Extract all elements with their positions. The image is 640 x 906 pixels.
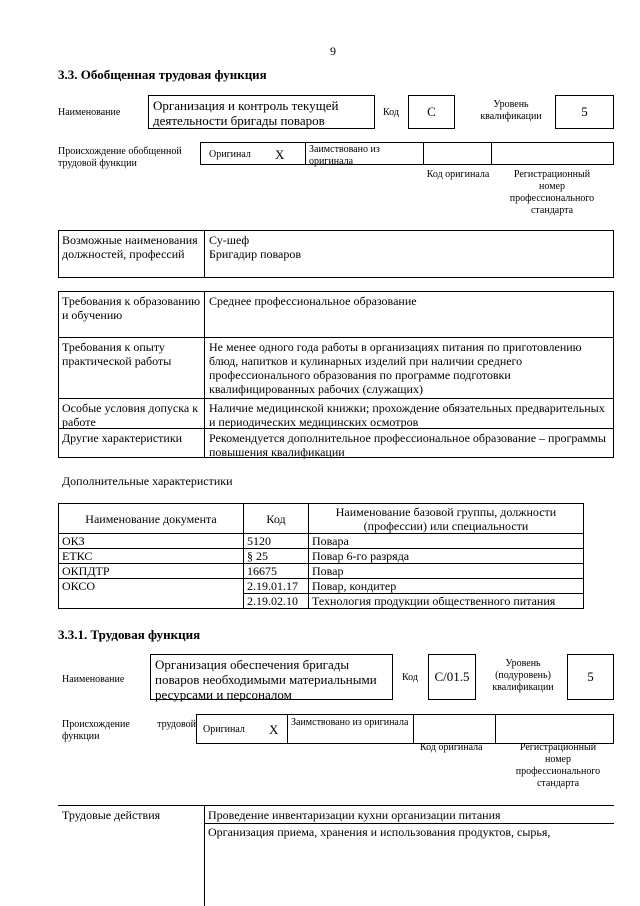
additional-title: Дополнительные характеристики <box>62 474 233 488</box>
divider <box>305 143 306 164</box>
level-value: 5 <box>581 104 588 119</box>
requirement-label: Требования к опыту практической работы <box>59 338 205 398</box>
origin-word: Происхождение <box>62 719 130 730</box>
reg-number-label: Регистрационный номер профессионального стандарта <box>515 742 601 789</box>
requirement-label: Другие характеристики <box>59 429 205 457</box>
header-cell: Наименование документа <box>59 504 244 534</box>
code-cell: 16675 <box>244 564 309 579</box>
positions-list <box>205 231 613 277</box>
requirement-value: Рекомендуется дополнительное профессиональное образование – программы повышения квалификации <box>209 431 606 459</box>
position-item: Су-шеф <box>209 233 250 247</box>
code-cell: 5120 <box>244 534 309 549</box>
table-row <box>59 564 584 579</box>
code-original-label: Код оригинала <box>426 169 490 180</box>
labor-actions-label: Трудовые действия <box>62 808 161 822</box>
page-number: 9 <box>330 44 336 58</box>
section-title: 3.3. Обобщенная трудовая функция <box>58 67 267 82</box>
level-box <box>567 654 614 700</box>
divider <box>413 715 414 743</box>
original-mark: X <box>269 722 279 737</box>
doc-cell: ЕТКС <box>59 549 244 564</box>
code-label: Код <box>402 672 418 683</box>
divider <box>491 143 492 164</box>
doc-cell: ОКЗ <box>59 534 244 549</box>
table-row <box>59 549 584 564</box>
name-cell: Повара <box>309 534 584 549</box>
level-label: Уровень квалификации <box>480 99 542 122</box>
origin-word: функции <box>62 731 100 742</box>
requirement-row <box>58 398 614 429</box>
code-box <box>428 654 476 700</box>
requirement-value: Не менее одного года работы в организациях питания по приготовлению блюд, напитков и кулинарных изделий при наличии среднего профессионального образования по программе подготовки квалифицированных рабочих (служащих) <box>209 340 582 396</box>
name-cell: Повар <box>309 564 584 579</box>
position-item: Бригадир поваров <box>209 247 302 261</box>
subsection-title: 3.3.1. Трудовая функция <box>58 627 201 642</box>
divider <box>423 143 424 164</box>
origin-word: трудовой <box>157 719 196 730</box>
code-value: C/01.5 <box>434 669 470 684</box>
original-label: Оригинал <box>209 149 251 160</box>
requirement-label: Требования к образованию и обучению <box>59 292 205 337</box>
borrowed-label: Заимствовано из оригинала <box>309 144 380 167</box>
level-label: Уровень (подуровень) квалификации <box>492 658 554 693</box>
divider <box>495 715 496 743</box>
origin-box <box>200 142 614 165</box>
labor-action-item: Проведение инвентаризации кухни организации питания <box>208 808 501 822</box>
code-value: C <box>427 104 436 119</box>
function-name: Организация обеспечения бригады поваров необходимыми материальными ресурсами и персоналом <box>155 657 377 702</box>
origin-label <box>62 719 196 743</box>
header-cell: Наименование базовой группы, должности (профессии) или специальности <box>309 504 584 534</box>
labor-action-item: Организация приема, хранения и использования продуктов, сырья, <box>208 825 551 839</box>
code-label: Код <box>383 107 399 118</box>
level-box <box>555 95 614 129</box>
requirement-row <box>58 337 614 399</box>
table-row <box>59 534 584 549</box>
table-row <box>59 579 584 594</box>
borrowed-label: Заимствовано из оригинала <box>291 717 409 728</box>
labor-actions-table <box>58 805 614 839</box>
name-label: Наименование <box>62 674 125 685</box>
doc-cell: ОКПДТР <box>59 564 244 579</box>
requirement-value: Среднее профессиональное образование <box>209 294 417 308</box>
divider <box>204 823 614 824</box>
name-cell: Повар 6-го разряда <box>309 549 584 564</box>
divider <box>287 715 288 743</box>
origin-label: Происхождение обобщенной трудовой функции <box>58 146 182 169</box>
code-original-label: Код оригинала <box>420 742 483 753</box>
additional-table <box>58 503 584 609</box>
divider <box>204 806 205 906</box>
positions-label: Возможные наименования должностей, профессий <box>59 231 205 277</box>
code-cell: 2.19.02.10 <box>244 594 309 609</box>
function-name-box <box>150 654 393 700</box>
requirement-row <box>58 428 614 458</box>
table-header-row <box>59 504 584 534</box>
function-name-box <box>148 95 375 129</box>
origin-box <box>196 714 614 744</box>
doc-cell: ОКСО <box>59 579 244 609</box>
level-value: 5 <box>587 669 594 684</box>
requirement-value: Наличие медицинской книжки; прохождение обязательных предварительных и периодических медицинских осмотров <box>209 401 605 429</box>
original-mark: X <box>275 147 285 162</box>
requirement-label: Особые условия допуска к работе <box>59 399 205 428</box>
code-cell: § 25 <box>244 549 309 564</box>
header-cell: Код <box>244 504 309 534</box>
code-cell: 2.19.01.17 <box>244 579 309 594</box>
name-cell: Технология продукции общественного питания <box>309 594 584 609</box>
code-box <box>408 95 455 129</box>
positions-row <box>58 230 614 278</box>
name-label: Наименование <box>58 107 121 118</box>
function-name: Организация и контроль текущей деятельности бригады поваров <box>153 98 339 128</box>
original-label: Оригинал <box>203 724 245 735</box>
name-cell: Повар, кондитер <box>309 579 584 594</box>
reg-number-label: Регистрационный номер профессионального стандарта <box>509 169 595 216</box>
requirement-row <box>58 291 614 338</box>
